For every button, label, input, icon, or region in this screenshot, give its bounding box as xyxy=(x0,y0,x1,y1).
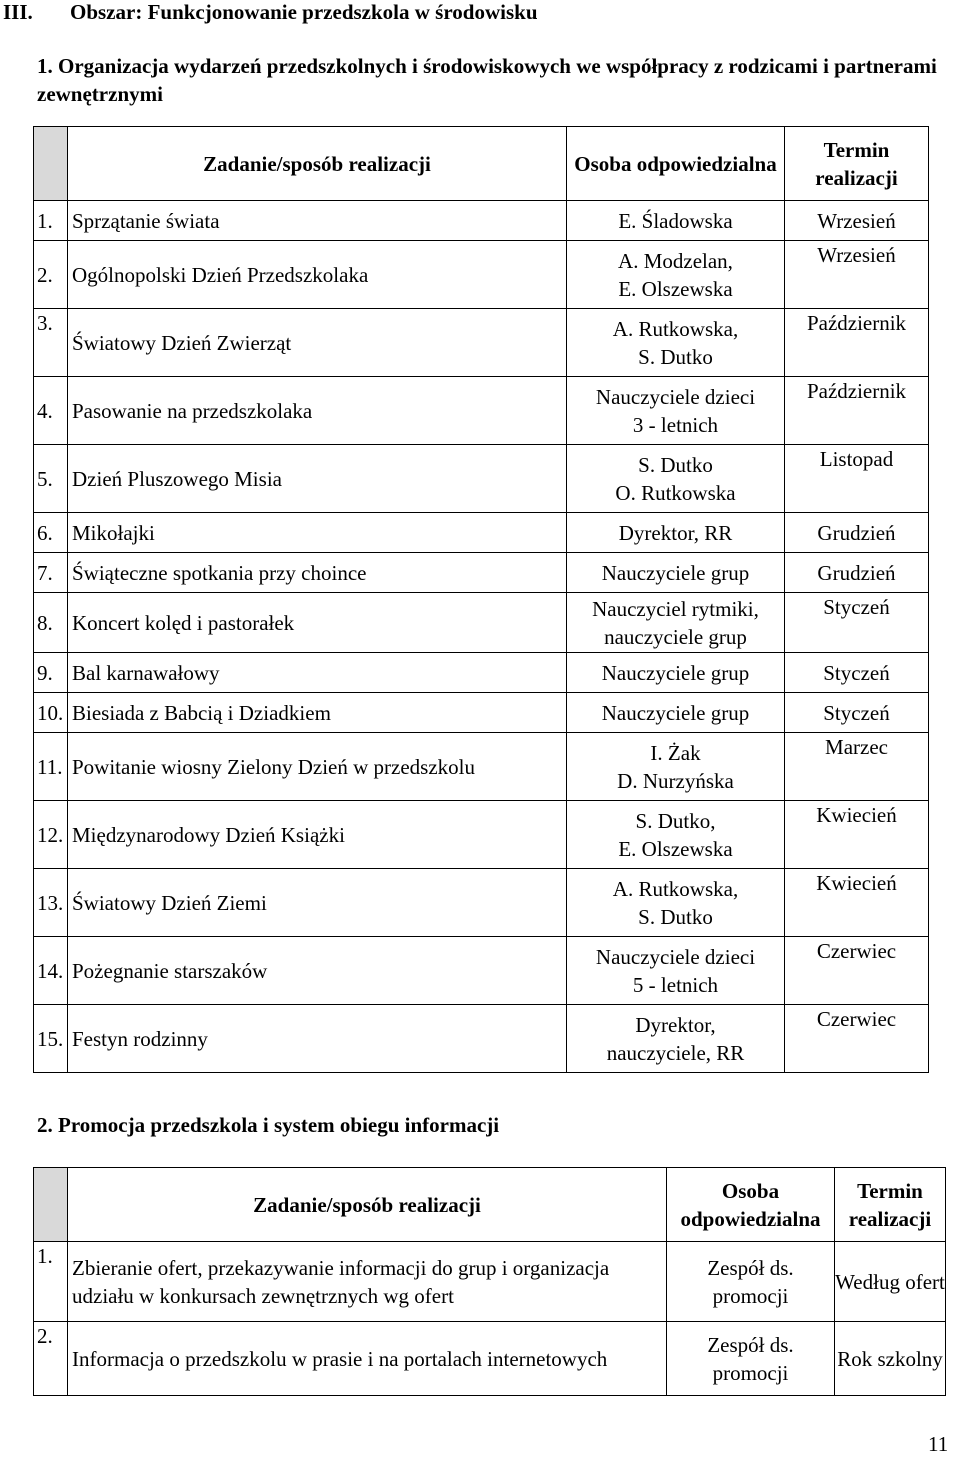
row-term: Grudzień xyxy=(785,513,929,553)
row-term: Według ofert xyxy=(835,1242,946,1322)
table-header-task: Zadanie/sposób realizacji xyxy=(68,1168,667,1242)
row-task: Dzień Pluszowego Misia xyxy=(68,445,567,513)
row-term: Rok szkolny xyxy=(835,1322,946,1396)
row-person: Dyrektor, nauczyciele, RR xyxy=(567,1005,785,1073)
row-term: Styczeń xyxy=(785,693,929,733)
row-number: 15. xyxy=(34,1005,68,1073)
table-header-number xyxy=(34,127,68,201)
table-row xyxy=(34,1005,929,1073)
table-row xyxy=(34,1242,946,1322)
row-number: 1. xyxy=(34,1242,68,1322)
row-person: Zespół ds. promocji xyxy=(667,1322,835,1396)
row-number: 12. xyxy=(34,801,68,869)
row-task: Biesiada z Babcią i Dziadkiem xyxy=(68,693,567,733)
row-person: Nauczyciele grup xyxy=(567,653,785,693)
row-term: Wrzesień xyxy=(785,201,929,241)
section-title: Obszar: Funkcjonowanie przedszkola w środowisku xyxy=(70,0,538,24)
row-number: 7. xyxy=(34,553,68,593)
table-row xyxy=(34,937,929,1005)
row-person: I. Żak D. Nurzyńska xyxy=(567,733,785,801)
row-number: 5. xyxy=(34,445,68,513)
row-term: Grudzień xyxy=(785,553,929,593)
row-term: Listopad xyxy=(785,445,929,513)
row-term: Październik xyxy=(785,377,929,445)
row-number: 1. xyxy=(34,201,68,241)
row-person: Nauczyciele grup xyxy=(567,693,785,733)
promotion-table xyxy=(33,1167,946,1396)
table-row xyxy=(34,241,929,309)
table-row xyxy=(34,377,929,445)
row-task: Festyn rodzinny xyxy=(68,1005,567,1073)
events-table xyxy=(33,126,929,1073)
subsection-1-title: 1. Organizacja wydarzeń przedszkolnych i środowiskowych we współpracy z rodzicami i partnerami zewnętrznymi xyxy=(37,54,937,106)
row-number: 14. xyxy=(34,937,68,1005)
promotion-table-body xyxy=(34,1242,946,1396)
row-term: Październik xyxy=(785,309,929,377)
row-task: Światowy Dzień Ziemi xyxy=(68,869,567,937)
table-header-task: Zadanie/sposób realizacji xyxy=(68,127,567,201)
row-number: 2. xyxy=(34,241,68,309)
row-number: 2. xyxy=(34,1322,68,1396)
table-row xyxy=(34,445,929,513)
table-header-person: Osoba odpowiedzialna xyxy=(667,1168,835,1242)
table-row xyxy=(34,733,929,801)
row-person: Nauczyciele dzieci 3 - letnich xyxy=(567,377,785,445)
table-row xyxy=(34,653,929,693)
table-row xyxy=(34,693,929,733)
table-row xyxy=(34,801,929,869)
row-term: Kwiecień xyxy=(785,801,929,869)
table-row xyxy=(34,593,929,653)
row-term: Styczeń xyxy=(785,653,929,693)
row-person: A. Modzelan, E. Olszewska xyxy=(567,241,785,309)
row-number: 4. xyxy=(34,377,68,445)
row-task: Koncert kolęd i pastorałek xyxy=(68,593,567,653)
row-task: Powitanie wiosny Zielony Dzień w przedszkolu xyxy=(68,733,567,801)
row-number: 6. xyxy=(34,513,68,553)
row-task: Sprzątanie świata xyxy=(68,201,567,241)
subsection-2-title: 2. Promocja przedszkola i system obiegu informacji xyxy=(37,1113,500,1137)
row-task: Pasowanie na przedszkolaka xyxy=(68,377,567,445)
table-row xyxy=(34,869,929,937)
row-number: 3. xyxy=(34,309,68,377)
row-number: 8. xyxy=(34,593,68,653)
row-person: Dyrektor, RR xyxy=(567,513,785,553)
row-number: 13. xyxy=(34,869,68,937)
row-person: S. Dutko O. Rutkowska xyxy=(567,445,785,513)
table-row xyxy=(34,1322,946,1396)
row-number: 9. xyxy=(34,653,68,693)
events-table-body xyxy=(34,201,929,1073)
row-task: Zbieranie ofert, przekazywanie informacji do grup i organizacja udziału w konkursach zewnętrznych wg ofert xyxy=(68,1242,667,1322)
row-term: Styczeń xyxy=(785,593,929,653)
row-person: E. Śladowska xyxy=(567,201,785,241)
row-person: A. Rutkowska, S. Dutko xyxy=(567,309,785,377)
table-header-number xyxy=(34,1168,68,1242)
row-term: Kwiecień xyxy=(785,869,929,937)
row-task: Informacja o przedszkolu w prasie i na portalach internetowych xyxy=(68,1322,667,1396)
row-term: Czerwiec xyxy=(785,1005,929,1073)
row-task: Światowy Dzień Zwierząt xyxy=(68,309,567,377)
row-number: 10. xyxy=(34,693,68,733)
row-task: Świąteczne spotkania przy choince xyxy=(68,553,567,593)
page-number: 11 xyxy=(928,1432,949,1456)
row-term: Czerwiec xyxy=(785,937,929,1005)
row-term: Wrzesień xyxy=(785,241,929,309)
row-task: Międzynarodowy Dzień Książki xyxy=(68,801,567,869)
row-task: Bal karnawałowy xyxy=(68,653,567,693)
table-row xyxy=(34,553,929,593)
table-header-term: Termin realizacji xyxy=(785,127,929,201)
row-number: 11. xyxy=(34,733,68,801)
row-person: Nauczyciel rytmiki, nauczyciele grup xyxy=(567,593,785,653)
row-person: Nauczyciele grup xyxy=(567,553,785,593)
table-row xyxy=(34,201,929,241)
table-row xyxy=(34,309,929,377)
row-term: Marzec xyxy=(785,733,929,801)
table-header-term: Termin realizacji xyxy=(835,1168,946,1242)
row-person: A. Rutkowska, S. Dutko xyxy=(567,869,785,937)
row-person: Nauczyciele dzieci 5 - letnich xyxy=(567,937,785,1005)
row-person: Zespół ds. promocji xyxy=(667,1242,835,1322)
table-header-person: Osoba odpowiedzialna xyxy=(567,127,785,201)
table-row xyxy=(34,513,929,553)
row-task: Pożegnanie starszaków xyxy=(68,937,567,1005)
row-task: Ogólnopolski Dzień Przedszkolaka xyxy=(68,241,567,309)
section-number: III. xyxy=(3,0,33,24)
row-task: Mikołajki xyxy=(68,513,567,553)
row-person: S. Dutko, E. Olszewska xyxy=(567,801,785,869)
